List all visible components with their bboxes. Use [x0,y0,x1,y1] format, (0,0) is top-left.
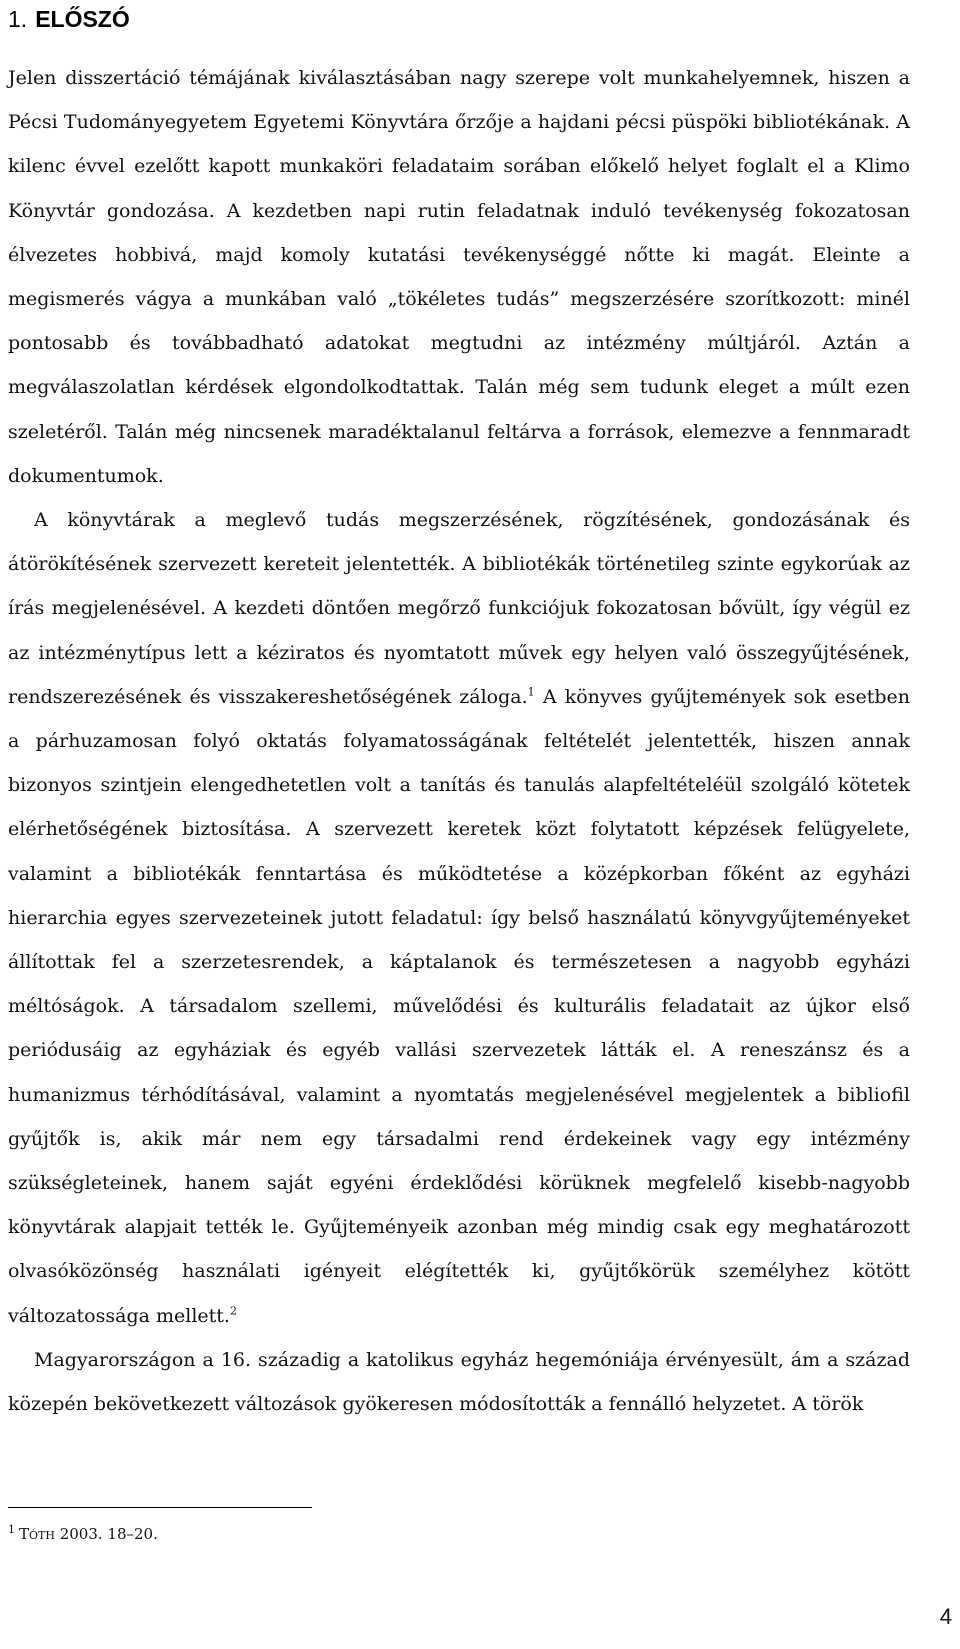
footnote-citation: 2003. 18–20. [54,1525,158,1543]
paragraph-1 [8,56,910,498]
chapter-number: 1. [8,6,28,32]
footnote-1 [8,1523,158,1545]
paragraph-2-text-a: A könyvtárak a meglevő tudás megszerzésének, rögzítésének, gondozásának és átörökítésének szervezett kereteit jelentették. A bibliotékák történetileg szinte egykorúak az írás megjelenésével. A kezdeti döntően megőrző funkciójuk fokozatosan bővült, így végül ez az intézménytípus lett a kéziratos és nyomtatott művek egy helyen való összegyűjtésének, rendszerezésének és visszakereshetőségének záloga. [8,509,910,708]
chapter-title: ELŐSZÓ [35,6,130,32]
body-text [8,56,910,1426]
paragraph-3-text: Magyarországon a 16. századig a katolikus egyház hegemóniája érvényesült, ám a század közepén bekövetkezett változások gyökeresen módosították a fennálló helyzetet. A török [8,1348,910,1416]
footnote-author: Tóth [19,1525,55,1543]
footnote-ref-2[interactable]: 2 [229,1304,237,1318]
page-number: 4 [939,1604,952,1629]
paragraph-2 [8,498,910,1338]
footnote-divider [8,1507,312,1508]
paragraph-2-text-b: A könyves gyűjtemények sok esetben a párhuzamosan folyó oktatás folyamatosságának feltételét jelentették, hiszen annak bizonyos szintjein elengedhetetlen volt a tanítás és tanulás alapfeltételéül szolgáló kötetek elérhetőségének biztosítása. A szervezett keretek közt folytatott képzések felügyelete, valamint a bibliotékák fenntartása és működtetése a középkorban főként az egyházi hierarchia egyes szervezeteinek jutott feladatul: így belső használatú könyvgyűjteményeket állítottak fel a szerzetesrendek, a káptalanok és természetesen a nagyobb egyházi méltóságok. A társadalom szellemi, művelődési és kulturális feladatait az újkor első periódusáig az egyháziak és egyéb vallási szervezetek látták el. A reneszánsz és a humanizmus térhódításával, valamint a nyomtatás megjelenésével megjelentek a bibliofil gyűjtők is, akik már nem egy társadalmi rend érdekeinek vagy egy intézmény szükségleteinek, hanem saját egyéni érdeklődési körüknek megfelelő kisebb-nagyobb könyvtárak alapjait tették le. Gyűjteményeik azonban még mindig csak egy meghatározott olvasóközönség használati igényeit elégítették ki, gyűjtőkörük személyhez kötött változatossága mellett. [8,685,910,1327]
paragraph-3 [8,1338,910,1426]
footnote-ref-1[interactable]: 1 [527,685,535,699]
chapter-heading [8,4,130,34]
footnote-mark: 1 [8,1523,15,1536]
paragraph-1-text: Jelen disszertáció témájának kiválasztásában nagy szerepe volt munkahelyemnek, hiszen a Pécsi Tudományegyetem Egyetemi Könyvtára őrzője a hajdani pécsi püspöki bibliotékának. A kilenc évvel ezelőtt kapott munkaköri feladataim sorában előkelő helyet foglalt el a Klimo Könyvtár gondozása. A kezdetben napi rutin feladatnak induló tevékenység fokozatosan élvezetes hobbivá, majd komoly kutatási tevékenységgé nőtte ki magát. Eleinte a megismerés vágya a munkában való „tökéletes tudás” megszerzésére szorítkozott: minél pontosabb és továbbadható adatokat megtudni az intézmény múltjáról. Aztán a megválaszolatlan kérdések elgondolkodtattak. Talán még sem tudunk eleget a múlt ezen szeletéről. Talán még nincsenek maradéktalanul feltárva a források, elemezve a fennmaradt dokumentumok. [8,67,910,487]
